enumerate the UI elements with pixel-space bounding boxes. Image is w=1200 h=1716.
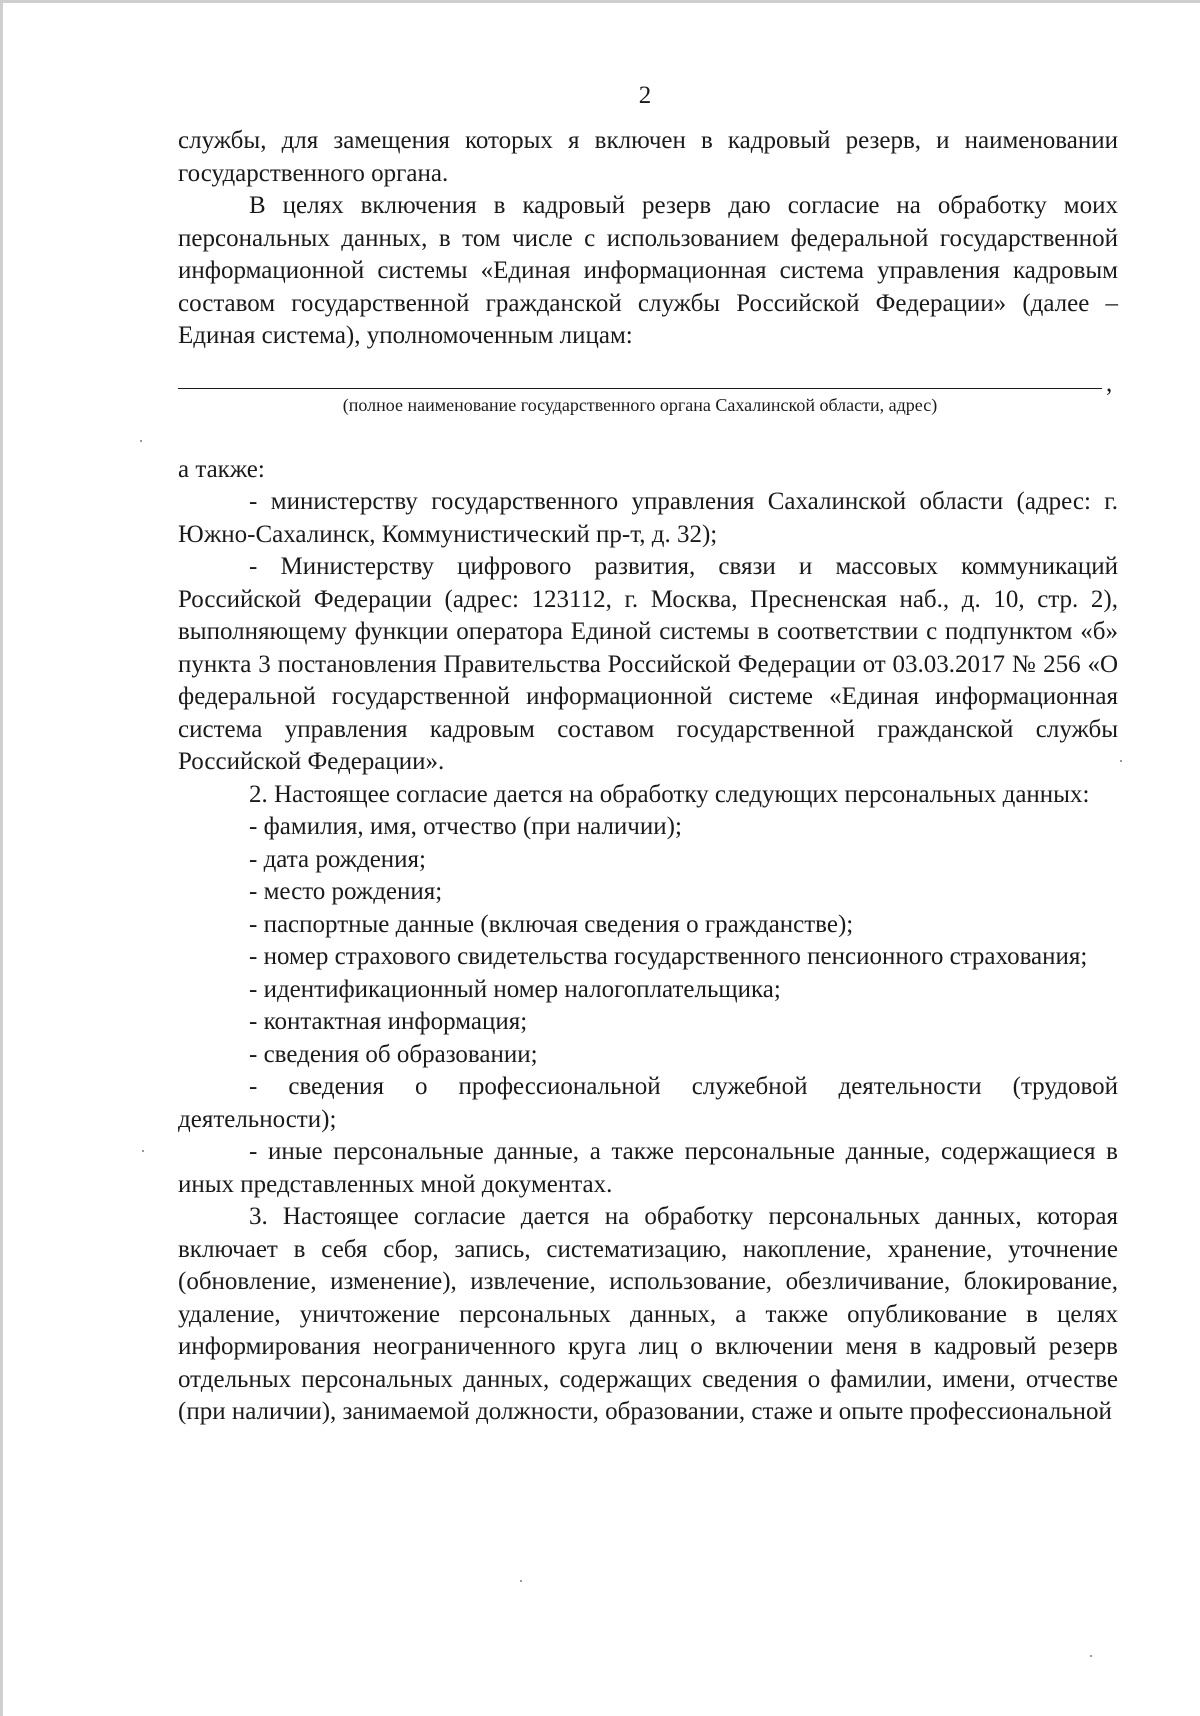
scan-speck: [1120, 760, 1122, 762]
top-paragraphs: [178, 125, 1118, 353]
paragraph-p6: - фамилия, имя, отчество (при наличии);: [249, 813, 682, 840]
paragraph-p15: - иные персональные данные, а также персональные данные, содержащиеся в иных представленных мной документах.: [178, 1138, 1118, 1198]
paragraph-p16: 3. Настоящее согласие дается на обработку персональных данных, которая включает в себя сбор, запись, систематизацию, накопление, хранение, уточнение (обновление, изменение), извлечение, использование, обезличивание, блокирование, удаление, уничтожение персональных данных, а также опубликование в целях информирования неограниченного круга лиц о включении меня в кадровый резерв отдельных персональных данных, содержащих сведения о фамилии, имени, отчестве (при наличии), занимаемой должности, образовании, стаже и опыте профессиональной: [178, 1203, 1118, 1425]
paragraph-p2: а также:: [178, 455, 265, 483]
scan-speck: [520, 1580, 522, 1582]
paragraph-p8: - место рождения;: [249, 878, 443, 905]
paragraph-p11: - идентификационный номер налогоплательщика;: [249, 975, 781, 1003]
paragraph-p5: 2. Настоящее согласие дается на обработку следующих персональных данных:: [249, 780, 1090, 808]
blank-field: [178, 353, 1118, 454]
paragraph-p9: - паспортные данные (включая сведения о гражданстве);: [249, 910, 854, 938]
paragraph-p10: - номер страхового свидетельства государственного пенсионного страхования;: [249, 943, 1088, 970]
paragraph-p14: - сведения о профессиональной служебной деятельности (трудовой деятельности);: [178, 1073, 1118, 1133]
blank-trailing-comma: ,: [1106, 369, 1113, 397]
paragraph-p4: - Министерству цифрового развития, связи и массовых коммуникаций Российской Федерации (адрес: 123112, г. Москва, Пресненская наб., д. 10, стр. 2), выполняющему функции оператора Единой системы в соответствии с подпунктом «б» пункта 3 постановления Правительства Российской Федерации от 03.03.2017 № 256 «О федеральной государственной информационной системе «Единая информационная система управления кадровым составом государственной гражданской службы Российской Федерации».: [178, 553, 1118, 775]
scan-speck: [140, 440, 142, 442]
paragraph-p12: - контактная информация;: [249, 1008, 528, 1035]
scan-speck: [142, 1150, 144, 1152]
bottom-paragraphs: [178, 454, 1118, 1429]
paragraph-p3: - министерству государственного управления Сахалинской области (адрес: г. Южно-Сахалинск, Коммунистический пр-т, д. 32);: [178, 488, 1118, 548]
paragraph-p1: В целях включения в кадровый резерв даю согласие на обработку моих персональных данных, в том числе с использованием федеральной государственной информационной системы «Единая информационная система управления кадровым составом государственной гражданской службы Российской Федерации» (далее – Единая система), уполномоченным лицам:: [178, 192, 1118, 349]
page-number: 2: [638, 82, 652, 109]
blank-underline: [178, 388, 1102, 389]
scan-left-edge: [0, 0, 3, 1716]
blank-field-caption: (полное наименование государственного органа Сахалинской области, адрес): [342, 394, 938, 415]
paragraph-p13: - сведения об образовании;: [249, 1040, 538, 1068]
document-body: [178, 125, 1118, 1429]
paragraph-p0: службы, для замещения которых я включен в кадровый резерв, и наименовании государственного органа.: [178, 127, 1118, 187]
paragraph-p7: - дата рождения;: [249, 845, 426, 873]
scan-speck: [1090, 1655, 1092, 1657]
scan-top-edge: [0, 0, 1200, 3]
